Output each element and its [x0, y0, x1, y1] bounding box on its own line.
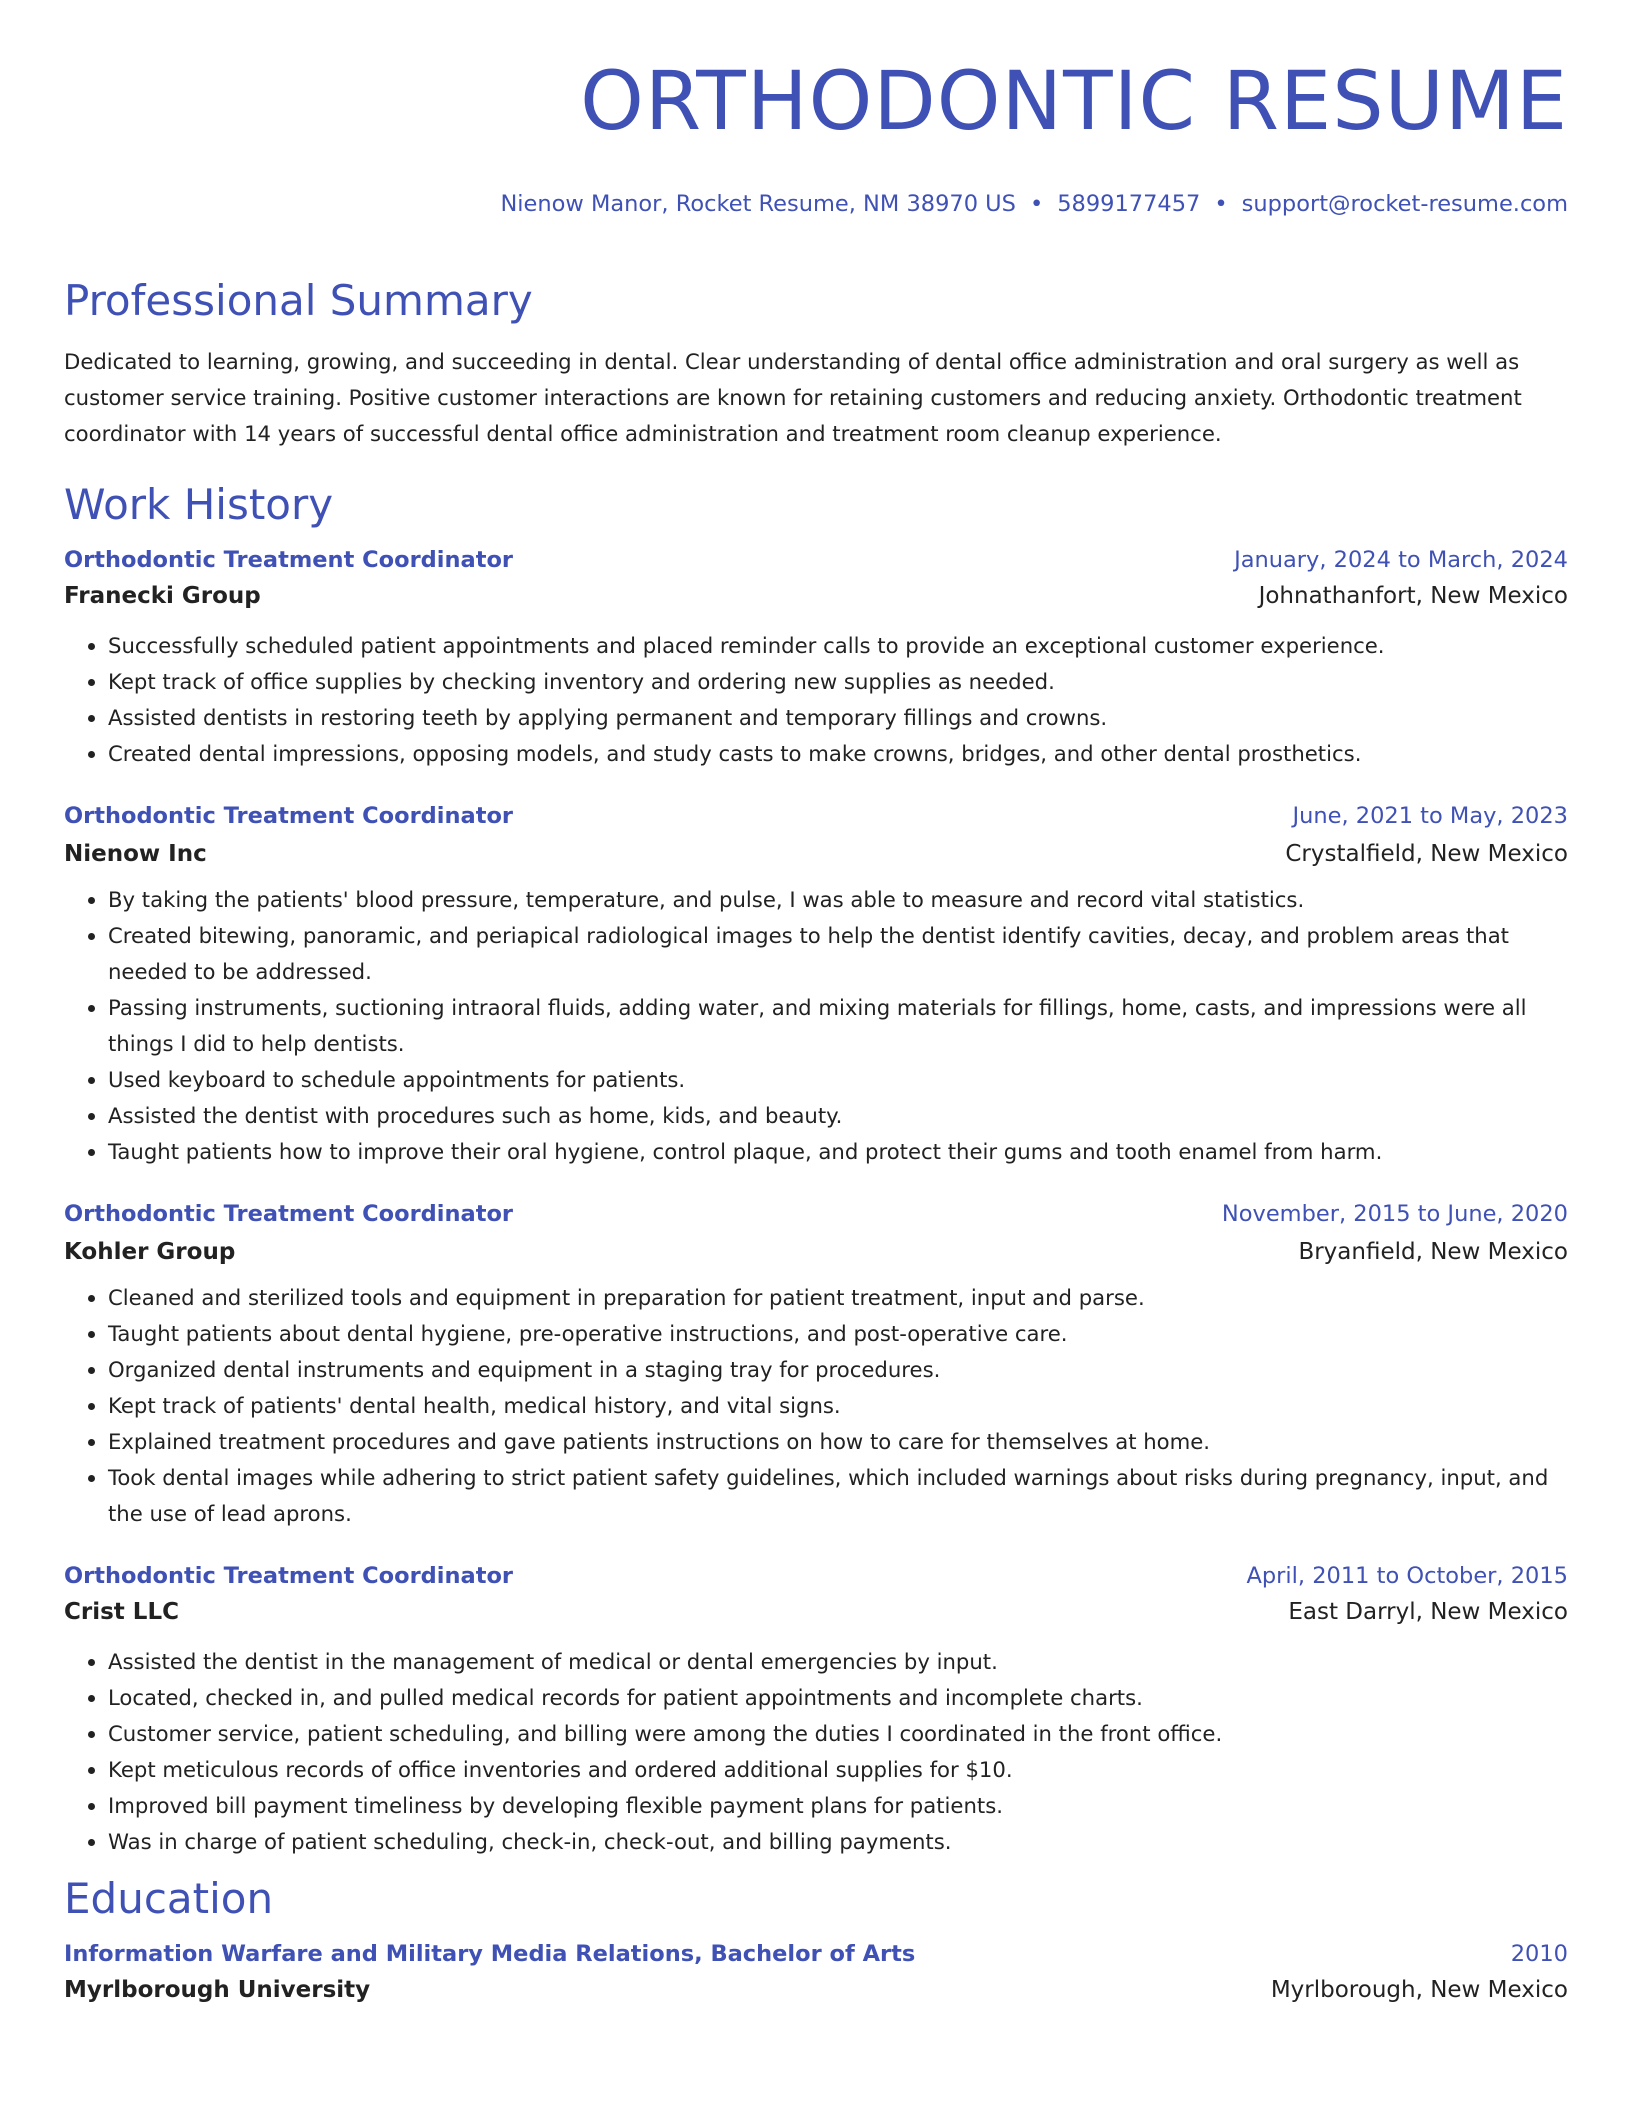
education-school-row [64, 1974, 1568, 2006]
job-duties [64, 1644, 1568, 1860]
duty-item: • Assisted the dentist in the management of medical or dental emergencies by input. [108, 1644, 1568, 1680]
job-title-row [64, 800, 1568, 832]
job-location: Johnathanfort, New Mexico [1258, 583, 1568, 609]
contact-separator: • [1214, 191, 1228, 217]
duty-item: • Successfully scheduled patient appointments and placed reminder calls to provide an exceptional customer experience. [108, 628, 1568, 664]
work-history-heading: Work History [64, 480, 334, 529]
contact-address: Nienow Manor, Rocket Resume, NM 38970 US [500, 191, 1016, 217]
duty-item: • Organized dental instruments and equipment in a staging tray for procedures. [108, 1352, 1568, 1388]
contact-separator: • [1029, 191, 1044, 217]
summary-heading: Professional Summary [64, 276, 533, 325]
contact-email[interactable]: support@rocket-resume.com [1241, 191, 1568, 217]
contact-phone: 5899177457 [1057, 191, 1201, 217]
duty-item: • Taught patients about dental hygiene, pre-operative instructions, and post-operative care. [108, 1316, 1568, 1352]
job-entry [64, 544, 1568, 772]
job-company: Crist LLC [64, 1599, 179, 1625]
duty-item: • Used keyboard to schedule appointments for patients. [108, 1062, 1568, 1098]
job-entry [64, 800, 1568, 1170]
duty-item: • Took dental images while adhering to strict patient safety guidelines, which included warnings about risks during pregnancy, input, and the use of lead aprons. [108, 1460, 1568, 1532]
job-company-row [64, 1236, 1568, 1268]
education-heading: Education [64, 1874, 274, 1923]
job-dates: January, 2024 to March, 2024 [1234, 547, 1568, 573]
duty-item: • Taught patients how to improve their oral hygiene, control plaque, and protect their gums and tooth enamel from harm. [108, 1134, 1568, 1170]
duty-item: • Assisted the dentist with procedures such as home, kids, and beauty. [108, 1098, 1568, 1134]
job-dates: November, 2015 to June, 2020 [1221, 1201, 1568, 1227]
job-location: Bryanfield, New Mexico [1298, 1239, 1568, 1265]
job-company: Franecki Group [64, 583, 261, 609]
job-title-row [64, 1198, 1568, 1230]
job-dates: April, 2011 to October, 2015 [1246, 1563, 1568, 1589]
job-location: Crystalfield, New Mexico [1285, 841, 1568, 867]
job-title-row [64, 1560, 1568, 1592]
duty-item: • Kept track of office supplies by checking inventory and ordering new supplies as needed. [108, 664, 1568, 700]
resume-name: ORTHODONTIC RESUME [580, 55, 1568, 149]
duty-item: • Improved bill payment timeliness by developing flexible payment plans for patients. [108, 1788, 1568, 1824]
duty-item: • Customer service, patient scheduling, and billing were among the duties I coordinated in the front office. [108, 1716, 1568, 1752]
duty-item: • By taking the patients' blood pressure, temperature, and pulse, I was able to measure and record vital statistics. [108, 882, 1568, 918]
job-title-row [64, 544, 1568, 576]
resume-header [64, 56, 1568, 218]
summary-text: Dedicated to learning, growing, and succeeding in dental. Clear understanding of dental office administration and oral surgery as well as customer service training. Positive customer interactions are known for retaining customers and reducing anxiety. Orthodontic treatment coordinator with 14 years of successful dental office administration and treatment room cleanup experience. [64, 349, 1522, 446]
job-entry [64, 1560, 1568, 1860]
job-title: Orthodontic Treatment Coordinator [64, 547, 514, 573]
job-duties [64, 1280, 1568, 1532]
duty-item: • Explained treatment procedures and gave patients instructions on how to care for themselves at home. [108, 1424, 1568, 1460]
duty-item: • Passing instruments, suctioning intraoral fluids, adding water, and mixing materials for fillings, home, casts, and impressions were all things I did to help dentists. [108, 990, 1568, 1062]
job-company: Nienow Inc [64, 841, 207, 867]
job-company-row [64, 1596, 1568, 1628]
education-entry [64, 1938, 1568, 2006]
duty-item: • Cleaned and sterilized tools and equipment in preparation for patient treatment, input and parse. [108, 1280, 1568, 1316]
duty-item: • Kept meticulous records of office inventories and ordered additional supplies for $10. [108, 1752, 1568, 1788]
education-degree-row [64, 1938, 1568, 1970]
education-degree: Information Warfare and Military Media Relations, Bachelor of Arts [64, 1941, 916, 1967]
job-duties [64, 628, 1568, 772]
job-location: East Darryl, New Mexico [1288, 1599, 1568, 1625]
education-school: Myrlborough University [64, 1977, 371, 2003]
job-duties [64, 882, 1568, 1170]
job-dates: June, 2021 to May, 2023 [1292, 803, 1568, 829]
duty-item: • Created dental impressions, opposing models, and study casts to make crowns, bridges, and other dental prosthetics. [108, 736, 1568, 772]
job-company-row [64, 580, 1568, 612]
job-company: Kohler Group [64, 1239, 236, 1265]
contact-line [64, 190, 1568, 218]
duty-item: • Assisted dentists in restoring teeth by applying permanent and temporary fillings and crowns. [108, 700, 1568, 736]
job-company-row [64, 838, 1568, 870]
job-title: Orthodontic Treatment Coordinator [64, 1563, 514, 1589]
job-entry [64, 1198, 1568, 1532]
duty-item: • Created bitewing, panoramic, and periapical radiological images to help the dentist identify cavities, decay, and problem areas that needed to be addressed. [108, 918, 1568, 990]
duty-item: • Located, checked in, and pulled medical records for patient appointments and incomplete charts. [108, 1680, 1568, 1716]
duty-item: • Was in charge of patient scheduling, check-in, check-out, and billing payments. [108, 1824, 1568, 1860]
education-location: Myrlborough, New Mexico [1270, 1977, 1568, 2003]
education-year: 2010 [1510, 1941, 1568, 1967]
duty-item: • Kept track of patients' dental health, medical history, and vital signs. [108, 1388, 1568, 1424]
job-title: Orthodontic Treatment Coordinator [64, 803, 514, 829]
job-title: Orthodontic Treatment Coordinator [64, 1201, 514, 1227]
